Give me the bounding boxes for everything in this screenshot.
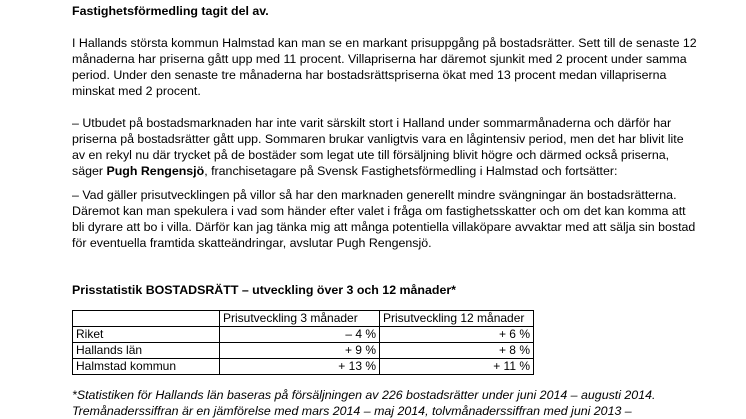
- footnote-line: *Statistiken för Hallands län baseras på försäljningen av 226 bostadsrätter under juni 2014 – augusti 2014.: [72, 388, 656, 402]
- table-cell-3m: + 13 %: [220, 359, 380, 375]
- paragraph-line: Däremot kan man spekulera i vad som händer efter valet i fråga om fastighetsskatter och om det kan komma att: [72, 204, 686, 218]
- table-cell-3m: + 9 %: [220, 343, 380, 359]
- paragraph-line: bli dyrare att bo i villa. Därför kan jag tänka mig att många potentiella villaköpare avvaktar med att sälja sin bostad: [72, 220, 696, 234]
- line-suffix: , franchisetagare på Svensk Fastighetsförmedling i Halmstad och fortsätter:: [204, 164, 618, 178]
- paragraph-line: priserna på bostadsrätter gått upp. Sommaren brukar vanligtvis vara en lågintensiv period, men det har blivit lite: [72, 132, 684, 146]
- table-cell-3m: – 4 %: [220, 327, 380, 343]
- paragraph-line: för eventuella framtida skatteändringar, avslutar Pugh Rengensjö.: [72, 236, 432, 250]
- paragraph-halmstad-prices: [72, 35, 697, 99]
- table-row: [73, 327, 534, 343]
- header-title: Fastighetsförmedling tagit del av.: [72, 4, 269, 18]
- table-cell-label: Hallands län: [73, 343, 220, 359]
- price-statistics-table: [72, 310, 534, 375]
- table-row: [73, 343, 534, 359]
- table-cell-12m: + 8 %: [380, 343, 534, 359]
- paragraph-line: av en rekyl nu där trycket på de bostäder som legat ute till försäljning blivit högre och därmed också priserna,: [72, 148, 670, 162]
- paragraph-line: I Hallands största kommun Halmstad kan man se en markant prisuppgång på bostadsrätter. Sett till de senaste 12: [72, 36, 697, 50]
- paragraph-quote-villas: [72, 187, 695, 251]
- footnote-line: Tremånaderssiffran är en jämförelse med mars 2014 – maj 2014, tolvmånaderssiffran med juni 2013 –: [72, 404, 632, 418]
- table-row: [73, 359, 534, 375]
- paragraph-quote-supply: [72, 115, 684, 179]
- table-header-cell: Prisutveckling 12 månader: [380, 311, 534, 327]
- table-header-cell: [73, 311, 220, 327]
- table-cell-12m: + 6 %: [380, 327, 534, 343]
- paragraph-line: period. Under den senaste tre månaderna har bostadsrättspriserna ökat med 13 procent medan villapriserna: [72, 68, 667, 82]
- table-cell-label: Riket: [73, 327, 220, 343]
- table-header-row: [73, 311, 534, 327]
- paragraph-line: – Utbudet på bostadsmarknaden har inte varit särskilt stort i Halland under sommarmånaderna och därför har: [72, 116, 672, 130]
- paragraph-line: minskat med 2 procent.: [72, 84, 201, 98]
- footnote: [72, 387, 655, 419]
- paragraph-line: – Vad gäller prisutvecklingen på villor så har den marknaden generellt mindre svängningar än bostadsrätterna.: [72, 188, 677, 202]
- table-cell-label: Halmstad kommun: [73, 359, 220, 375]
- table-heading: Prisstatistik BOSTADSRÄTT – utveckling över 3 och 12 månader*: [72, 283, 457, 297]
- table-header-cell: Prisutveckling 3 månader: [220, 311, 380, 327]
- speaker-name: Pugh Rengensjö: [106, 164, 205, 178]
- paragraph-line: månaderna har priserna gått upp med 11 procent. Villapriserna har däremot sjunkit med 2 procent under samma: [72, 52, 687, 66]
- table-cell-12m: + 11 %: [380, 359, 534, 375]
- paragraph-line: [72, 163, 684, 179]
- line-prefix: säger: [72, 164, 107, 178]
